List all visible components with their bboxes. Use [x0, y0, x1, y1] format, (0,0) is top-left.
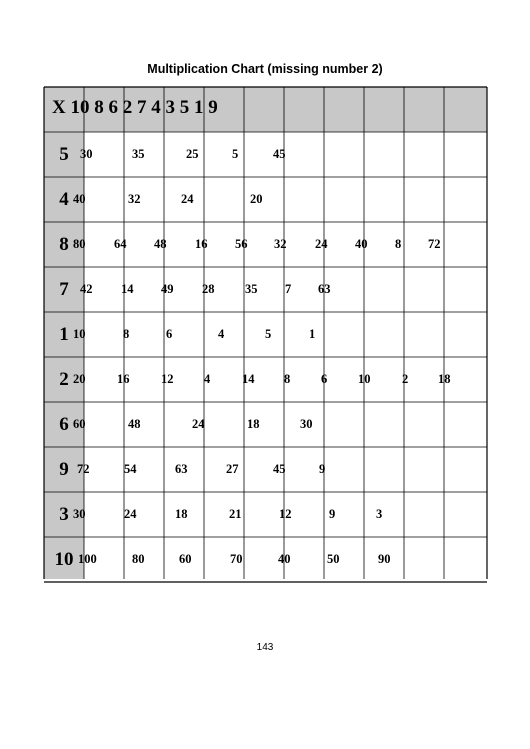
cell-value: 4	[204, 372, 211, 386]
cell-value: 30	[300, 417, 313, 431]
cell-value: 18	[175, 507, 188, 521]
row-label: 3	[59, 504, 69, 525]
row-label: 6	[59, 414, 69, 435]
cell-value: 30	[80, 147, 93, 161]
cell-value: 30	[73, 507, 86, 521]
row-label: 7	[59, 279, 69, 300]
row-label: 4	[59, 189, 69, 210]
cell-value: 18	[438, 372, 451, 386]
cell-value: 14	[121, 282, 134, 296]
row-label: 9	[59, 459, 69, 480]
cell-value: 8	[123, 327, 130, 341]
row-label: 1	[59, 324, 69, 345]
cell-value: 48	[128, 417, 141, 431]
cell-value: 56	[235, 237, 248, 251]
cell-value: 60	[73, 417, 86, 431]
cell-value: 9	[319, 462, 326, 476]
cell-value: 1	[309, 327, 316, 341]
cell-value: 54	[124, 462, 137, 476]
cell-value: 16	[117, 372, 130, 386]
cell-value: 45	[273, 147, 286, 161]
cell-value: 90	[378, 552, 391, 566]
cell-value: 18	[247, 417, 260, 431]
cell-value: 80	[132, 552, 145, 566]
cell-value: 8	[395, 237, 402, 251]
cell-value: 64	[114, 237, 127, 251]
cell-value: 16	[195, 237, 208, 251]
cell-value: 28	[202, 282, 215, 296]
cell-value: 27	[226, 462, 239, 476]
cell-value: 6	[321, 372, 328, 386]
cell-value: 10	[358, 372, 371, 386]
page-title: Multiplication Chart (missing number 2)	[147, 62, 383, 76]
cell-value: 9	[329, 507, 336, 521]
cell-value: 10	[73, 327, 86, 341]
cell-value: 35	[245, 282, 258, 296]
cell-value: 100	[78, 552, 97, 566]
cell-value: 72	[428, 237, 441, 251]
cell-value: 60	[179, 552, 192, 566]
cell-value: 40	[73, 192, 86, 206]
cell-value: 21	[229, 507, 242, 521]
row-label: 8	[59, 234, 69, 255]
cell-value: 80	[73, 237, 86, 251]
cell-value: 32	[128, 192, 141, 206]
cell-value: 40	[355, 237, 368, 251]
cell-value: 24	[315, 237, 328, 251]
cell-value: 35	[132, 147, 145, 161]
cell-value: 12	[161, 372, 174, 386]
cell-value: 24	[124, 507, 137, 521]
cell-value: 42	[80, 282, 93, 296]
row-label: 2	[59, 369, 69, 390]
cell-value: 14	[242, 372, 255, 386]
cell-value: 3	[376, 507, 383, 521]
cell-value: 24	[192, 417, 205, 431]
header-row-text: X 10 8 6 2 7 4 3 5 1 9	[52, 97, 218, 118]
cell-value: 40	[278, 552, 291, 566]
cell-value: 20	[73, 372, 86, 386]
cell-value: 6	[166, 327, 173, 341]
cell-value: 32	[274, 237, 287, 251]
cell-value: 63	[175, 462, 188, 476]
page-number: 143	[256, 642, 274, 653]
cell-value: 5	[232, 147, 239, 161]
cell-value: 12	[279, 507, 292, 521]
header-fill-right	[284, 87, 487, 132]
cell-value: 5	[265, 327, 272, 341]
cell-value: 50	[327, 552, 340, 566]
cell-value: 2	[402, 372, 409, 386]
cell-value: 63	[318, 282, 331, 296]
cell-value: 8	[284, 372, 291, 386]
cell-value: 70	[230, 552, 243, 566]
row-label: 5	[59, 144, 69, 165]
cell-value: 49	[161, 282, 174, 296]
cell-value: 72	[77, 462, 90, 476]
cell-value: 24	[181, 192, 194, 206]
row-label: 10	[54, 549, 74, 570]
cell-value: 7	[285, 282, 292, 296]
cell-value: 25	[186, 147, 199, 161]
cell-value: 48	[154, 237, 167, 251]
cell-value: 4	[218, 327, 225, 341]
cell-value: 45	[273, 462, 286, 476]
cell-value: 20	[250, 192, 263, 206]
